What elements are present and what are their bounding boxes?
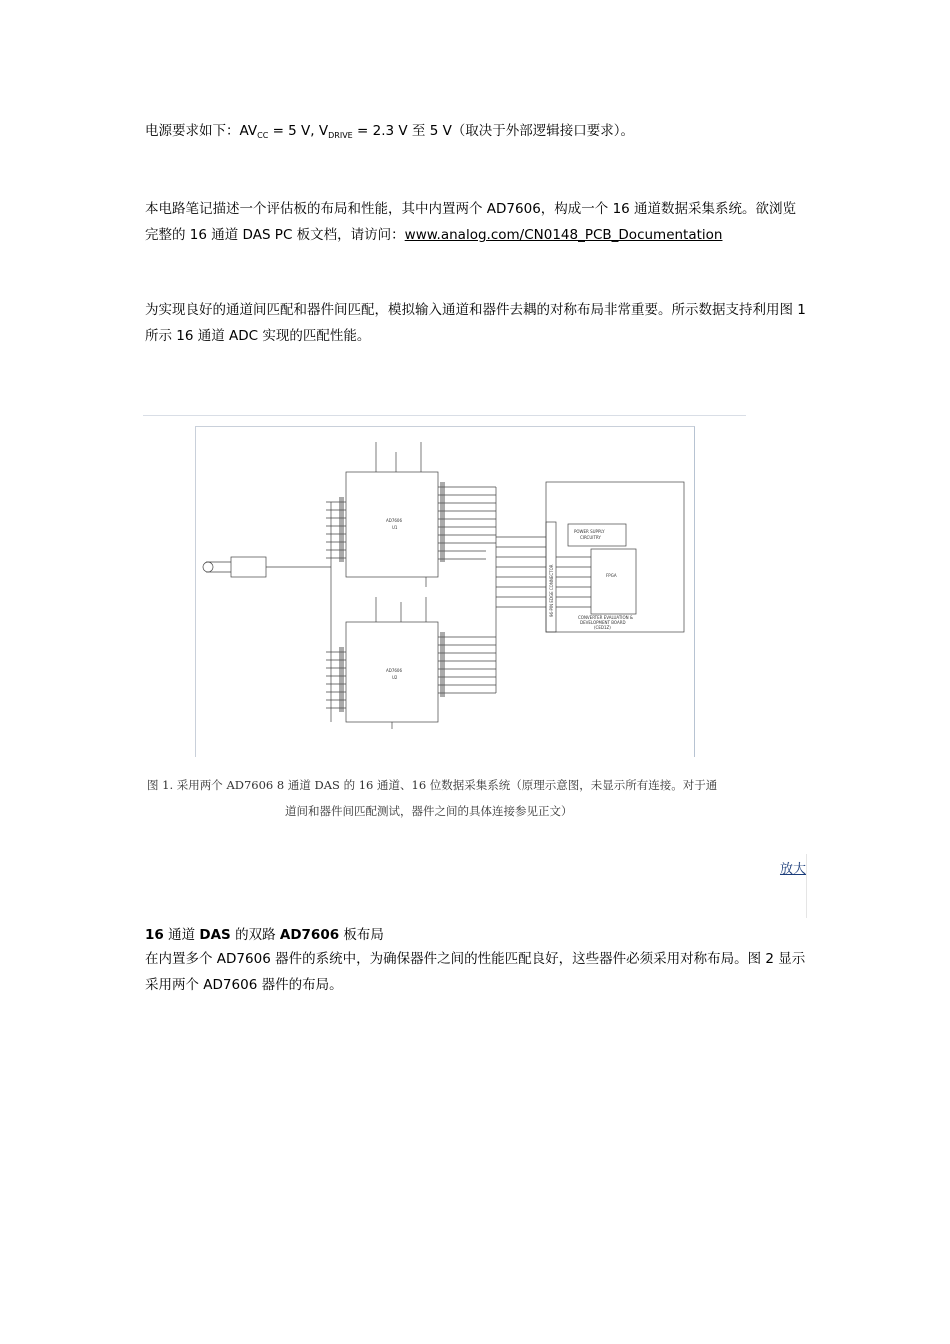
power-prefix: 电源要求如下： bbox=[145, 123, 240, 139]
caption-line-2: 道间和器件间匹配测试，器件之间的具体连接参见正文） bbox=[285, 804, 573, 818]
power-suffix: = 2.3 V 至 5 V（取决于外部逻辑接口要求）。 bbox=[352, 123, 635, 139]
chip-u1-name: AD7606 bbox=[386, 518, 402, 523]
zoom-container bbox=[770, 854, 807, 918]
power-supply-label-2: CIRCUITRY bbox=[580, 535, 601, 540]
chip-u1-ref: U1 bbox=[392, 525, 398, 530]
section-heading bbox=[145, 922, 384, 948]
chip-u2-name: AD7606 bbox=[386, 668, 402, 673]
board-label-2: DEVELOPMENT BOARD bbox=[580, 620, 626, 625]
vdrive-subscript: DRIVE bbox=[328, 131, 353, 140]
heading-part-6: 板布局 bbox=[339, 927, 384, 943]
fpga-label: FPGA bbox=[606, 573, 617, 578]
figure-1-caption bbox=[147, 772, 747, 824]
heading-part-3: DAS bbox=[199, 927, 231, 943]
schematic-diagram bbox=[196, 427, 694, 757]
board-label-3: (CED1Z) bbox=[594, 625, 611, 630]
power-mid: = 5 V, V bbox=[268, 123, 329, 139]
pcb-documentation-link[interactable]: www.analog.com/CN0148_PCB_Documentation bbox=[404, 227, 723, 243]
board-label-1: CONVERTER EVALUATION & bbox=[578, 615, 633, 620]
avcc-symbol: AV bbox=[239, 123, 258, 139]
power-supply-label: POWER SUPPLY bbox=[574, 529, 605, 534]
chip-u2-ref: U2 bbox=[392, 675, 398, 680]
matching-paragraph: 为实现良好的通道间匹配和器件间匹配，模拟输入通道和器件去耦的对称布局非常重要。所示数据支持利用图 1 所示 16 通道 ADC 实现的匹配性能。 bbox=[145, 302, 806, 344]
connector-label: 96-PIN EDGE CONNECTOR bbox=[549, 564, 554, 617]
figure-top-rule bbox=[143, 415, 746, 416]
eval-board-text: 本电路笔记描述一个评估板的布局和性能，其中内置两个 AD7606，构成一个 16 通道数据采集系统。欲浏览完整的 16 通道 DAS PC 板文档，请访问： bbox=[145, 201, 797, 243]
fpga-block bbox=[591, 549, 636, 614]
figure-1-schematic[interactable] bbox=[195, 426, 695, 757]
zoom-link[interactable]: 放大 bbox=[779, 862, 806, 877]
heading-part-1: 16 bbox=[145, 927, 164, 943]
power-requirements-paragraph bbox=[145, 118, 807, 149]
heading-part-2: 通道 bbox=[163, 927, 200, 943]
heading-part-5: AD7606 bbox=[279, 927, 340, 943]
avcc-subscript: CC bbox=[257, 131, 269, 140]
caption-line-1: 图 1. 采用两个 AD7606 8 通道 DAS 的 16 通道、16 位数据采集系统（原理示意图，未显示所有连接。对于通 bbox=[147, 778, 718, 792]
heading-part-4: 的双路 bbox=[230, 927, 280, 943]
eval-board-paragraph bbox=[145, 196, 807, 248]
layout-paragraph: 在内置多个 AD7606 器件的系统中，为确保器件之间的性能匹配良好，这些器件必须采用对称布局。图 2 显示采用两个 AD7606 器件的布局。 bbox=[145, 951, 806, 993]
